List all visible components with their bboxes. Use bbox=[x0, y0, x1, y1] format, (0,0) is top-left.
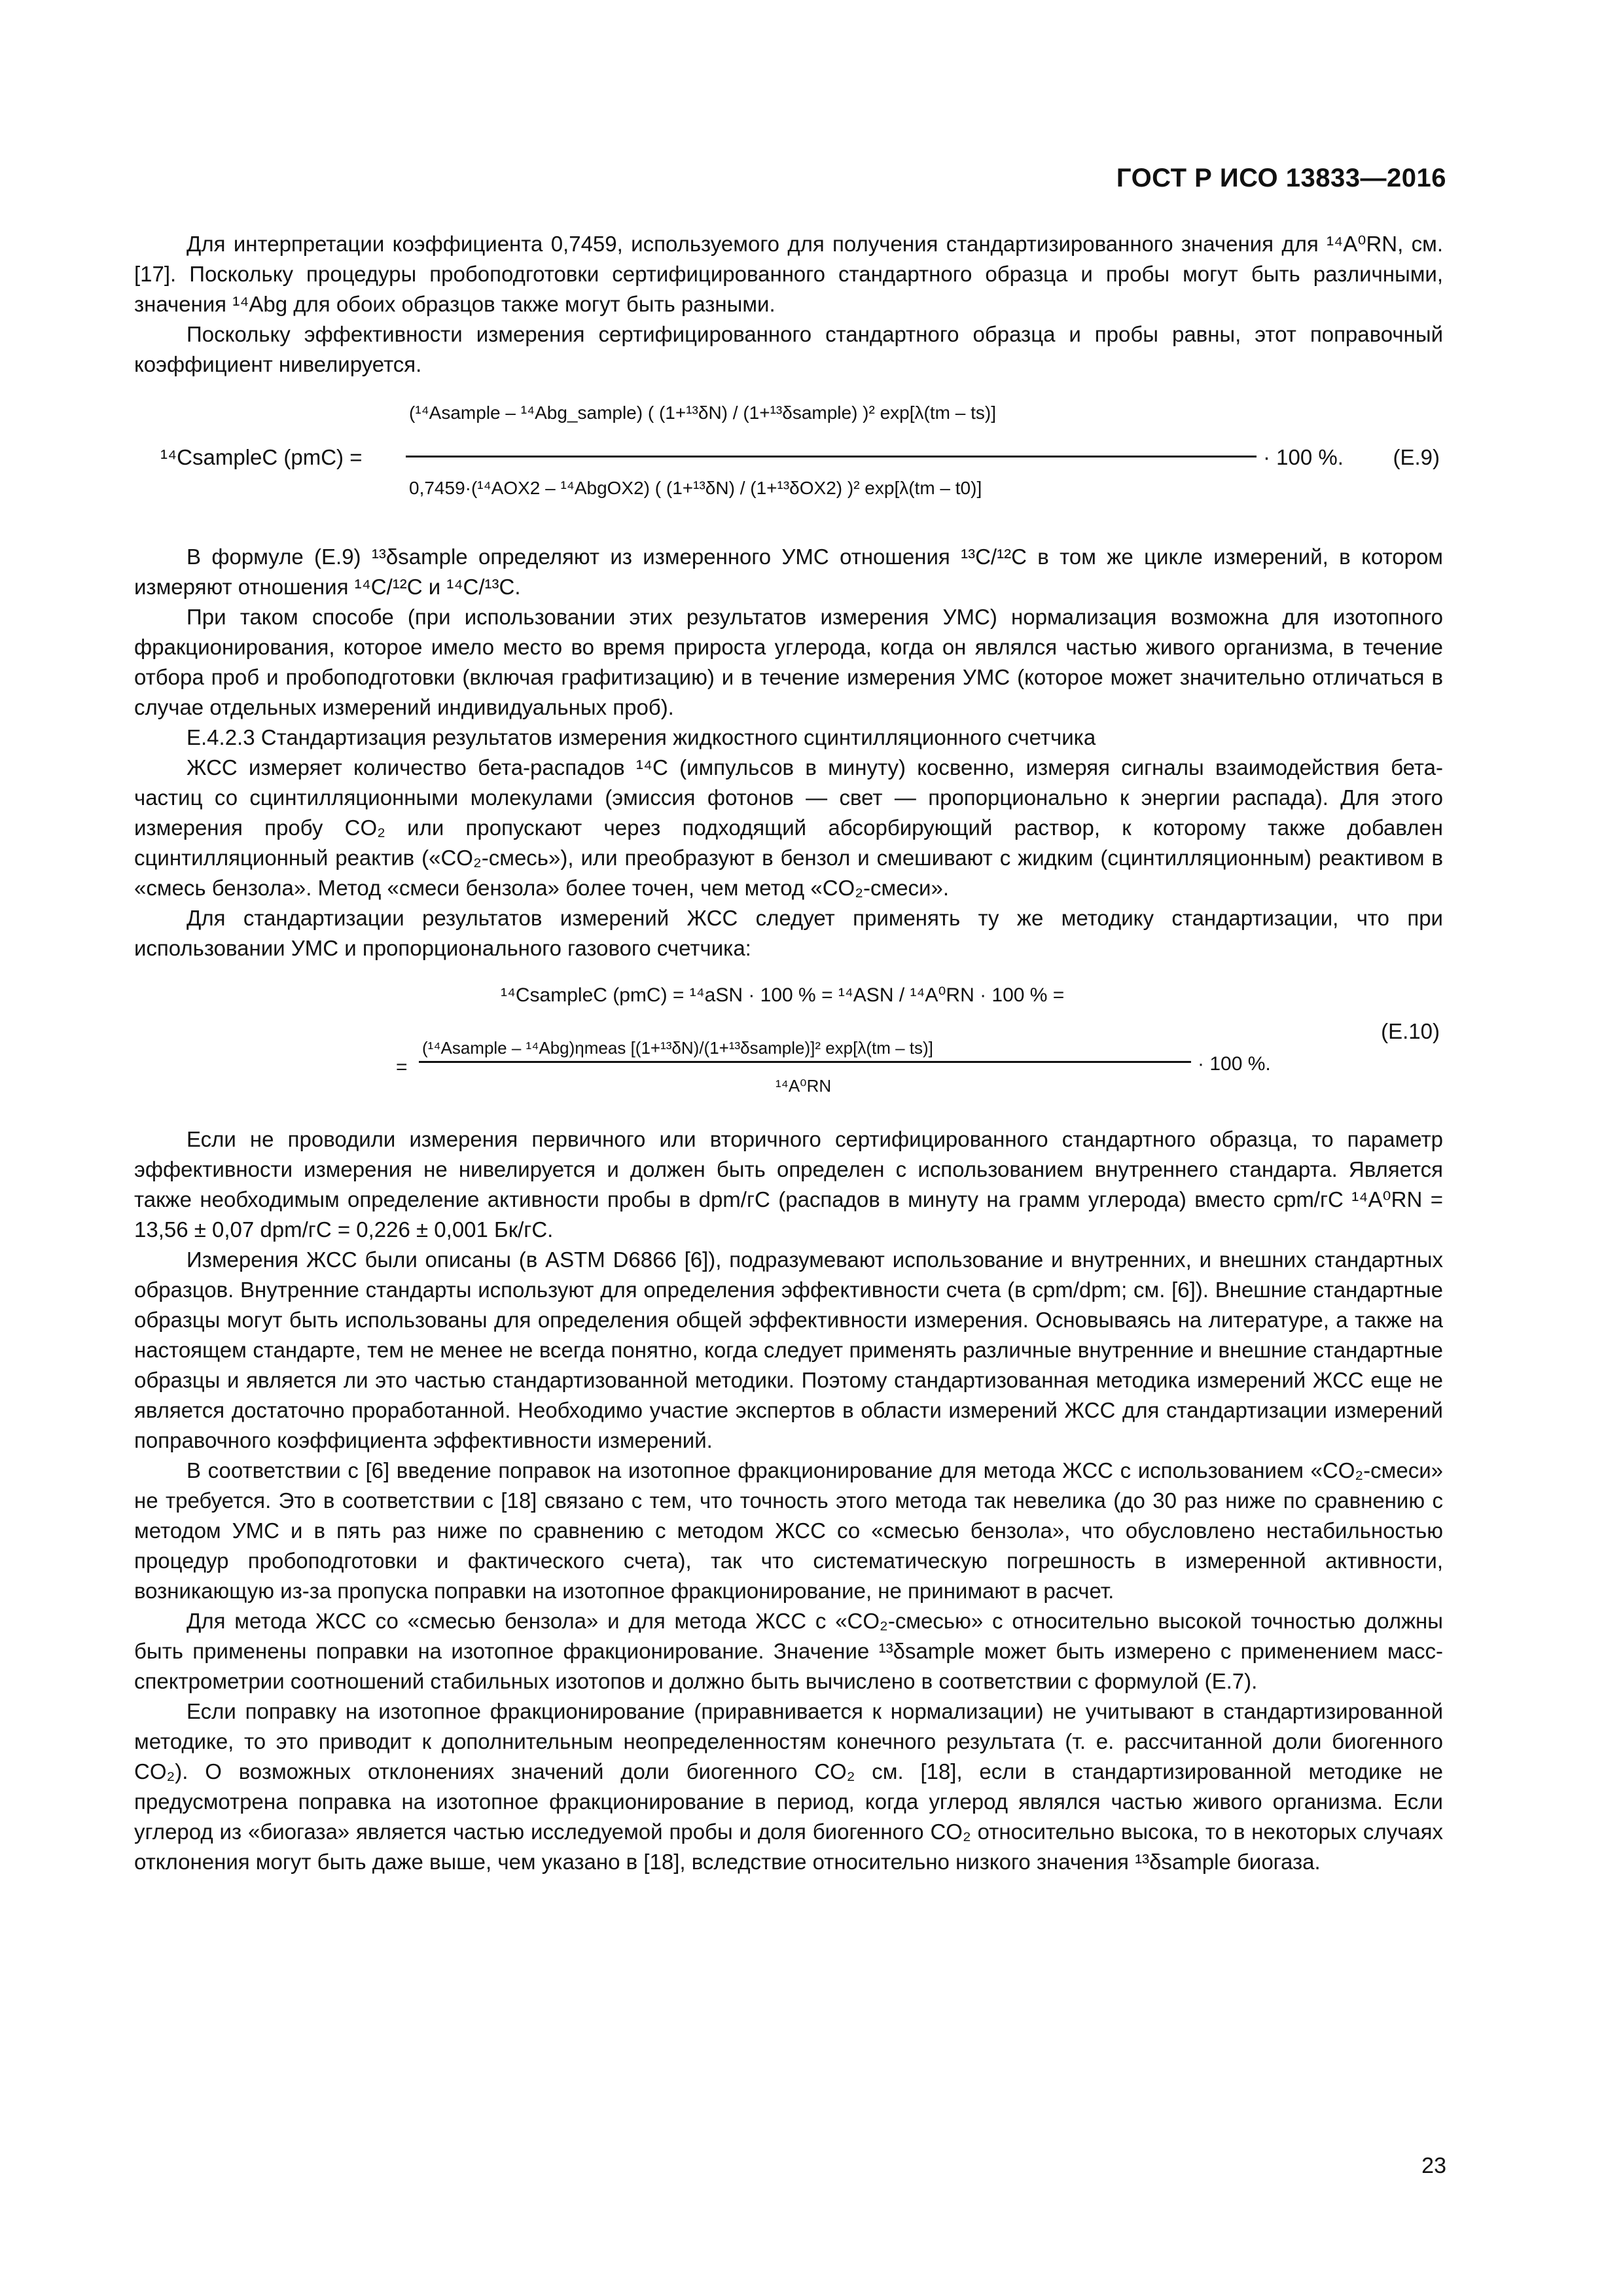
formula-e10-denominator: ¹⁴A⁰RN bbox=[776, 1076, 832, 1096]
formula-e9-fraction-bar bbox=[406, 456, 1257, 457]
formula-e9-tail: · 100 %. bbox=[1263, 445, 1344, 469]
document-header: ГОСТ Р ИСО 13833—2016 bbox=[1116, 164, 1446, 192]
formula-e10-tail: · 100 %. bbox=[1198, 1053, 1271, 1075]
formula-e10-fraction-bar bbox=[419, 1061, 1191, 1063]
paragraph: При таком способе (при использовании этих результатов измерения УМС) нормализация возможна для изотопного фракционирования, которое имело место во время прироста углерода, когда он являлся частью живого организма, в течение отбора проб и пробоподготовки (включая графитизацию) и в течение измерения УМС (которое может значительно отличаться в случае отдельных измерений индивидуальных проб). bbox=[134, 605, 1443, 719]
formula-e10 bbox=[134, 967, 1443, 1118]
paragraph: Для интерпретации коэффициента 0,7459, используемого для получения стандартизированного значения для ¹⁴A⁰RN, см. [17]. Поскольку процедуры пробоподготовки сертифицированного стандартного образца и пробы могут быть различными, значения ¹⁴Abg для обоих образцов также могут быть разными. bbox=[134, 232, 1443, 316]
paragraph: Если поправку на изотопное фракционирование (приравнивается к нормализации) не учитывают в стандартизированной методике, то это приводит к дополнительным неопределенностям конечного результата (т. е. рассчитанной доли биогенного CO₂). О возможных отклонениях значений доли биогенного CO₂ см. [18], если в стандартизированной методике не предусмотрена поправка на изотопное фракционирование в период, когда углерод являлся частью живого организма. Если углерод из «биогаза» является частью исследуемой пробы и доля биогенного CO₂ относительно высока, то в некоторых случаях отклонения могут быть даже выше, чем указано в [18], вследствие относительно низкого значения ¹³δsample биогаза. bbox=[134, 1699, 1443, 1874]
page-number: 23 bbox=[1421, 2153, 1446, 2178]
formula-e10-number: (E.10) bbox=[1381, 1019, 1440, 1043]
formula-e9-denominator: 0,7459·(¹⁴AOX2 – ¹⁴AbgOX2) ( (1+¹³δN) / (1+¹³δOX2) )² exp[λ(tm – t0)] bbox=[409, 478, 982, 498]
formula-e10-prefix: = bbox=[396, 1056, 408, 1078]
paragraph: В соответствии с [6] введение поправок на изотопное фракционирование для метода ЖСС с использованием «CO₂-смеси» не требуется. Это в соответствии с [18] связано с тем, что точность этого метода так невелика (до 30 раз ниже по сравнению с методом УМС и в пять раз ниже по сравнению с методом ЖСС со «смесью бензола», что обусловлено нестабильностью процедур пробоподготовки и фактического счета), так что систематическую погрешность в измеренной активности, возникающую из-за пропуска поправки на изотопное фракционирование, не принимают в расчет. bbox=[134, 1458, 1443, 1603]
formula-e10-line1: ¹⁴CsampleC (pmC) = ¹⁴aSN · 100 % = ¹⁴ASN / ¹⁴A⁰RN · 100 % = bbox=[501, 984, 1065, 1006]
formula-e9 bbox=[134, 385, 1443, 535]
formula-e9-numerator: (¹⁴Asample – ¹⁴Abg_sample) ( (1+¹³δN) / (1+¹³δsample) )² exp[λ(tm – ts)] bbox=[409, 403, 996, 423]
formula-e10-numerator: (¹⁴Asample – ¹⁴Abg)ηmeas [(1+¹³δN)/(1+¹³δsample)]² exp[λ(tm – ts)] bbox=[422, 1038, 933, 1058]
formula-e9-lhs: ¹⁴CsampleC (pmC) = bbox=[160, 445, 363, 469]
paragraph: Измерения ЖСС были описаны (в ASTM D6866 [6]), подразумевают использование и внутренних, и внешних стандартных образцов. Внутренние стандарты используют для определения эффективности счета (в cpm/dpm; см. [6]). Внешние стандартные образцы могут быть использованы для определения общей эффективности измерения. Основываясь на литературе, а также на настоящем стандарте, тем не менее не всегда понятно, когда следует применять различные внутренние и внешние стандартные образцы и является ли это частью стандартизованной методики. Поэтому стандартизованная методика измерений ЖСС еще не является достаточно проработанной. Необходимо участие экспертов в области измерений ЖСС для стандартизации измерений поправочного коэффициента эффективности измерений. bbox=[134, 1247, 1443, 1452]
paragraph: Для стандартизации результатов измерений ЖСС следует применять ту же методику стандартизации, что при использовании УМС и пропорционального газового счетчика: bbox=[134, 906, 1443, 960]
paragraph: В формуле (E.9) ¹³δsample определяют из измеренного УМС отношения ¹³C/¹²C в том же цикле измерений, в котором измеряют отношения ¹⁴C/¹²C и ¹⁴C/¹³C. bbox=[134, 545, 1443, 599]
paragraph: ЖСС измеряет количество бета-распадов ¹⁴C (импульсов в минуту) косвенно, измеряя сигналы взаимодействия бета-частиц со сцинтилляционными молекулами (эмиссия фотонов — свет — пропорционально к энергии распада). Для этого измерения пробу CO₂ или пропускают через подходящий абсорбирующий раствор, к которому также добавлен сцинтилляционный реактив («CO₂-смесь»), или преобразуют в бензол и смешивают с жидким (сцинтилляционным) реактивом в «смесь бензола». Метод «смеси бензола» более точен, чем метод «CO₂-смеси». bbox=[134, 755, 1443, 900]
formula-e9-number: (E.9) bbox=[1393, 445, 1440, 469]
document-body bbox=[134, 229, 1443, 1877]
section-heading: E.4.2.3 Стандартизация результатов измерения жидкостного сцинтилляционного счетчика bbox=[187, 725, 1096, 749]
paragraph: Если не проводили измерения первичного или вторичного сертифицированного стандартного образца, то параметр эффективности измерения не нивелируется и должен быть определен с использованием внутреннего стандарта. Является также необходимым определение активности пробы в dpm/гC (распадов в минуту на грамм углерода) вместо cpm/гC ¹⁴A⁰RN = 13,56 ± 0,07 dpm/гC = 0,226 ± 0,001 Бк/гC. bbox=[134, 1127, 1443, 1242]
paragraph: Поскольку эффективности измерения сертифицированного стандартного образца и пробы равны, этот поправочный коэффициент нивелируется. bbox=[134, 322, 1443, 376]
paragraph: Для метода ЖСС со «смесью бензола» и для метода ЖСС с «CO₂-смесью» с относительно высокой точностью должны быть применены поправки на изотопное фракционирование. Значение ¹³δsample может быть измерено с применением масс-спектрометрии соотношений стабильных изотопов и должно быть вычислено в соответствии с формулой (E.7). bbox=[134, 1609, 1443, 1693]
